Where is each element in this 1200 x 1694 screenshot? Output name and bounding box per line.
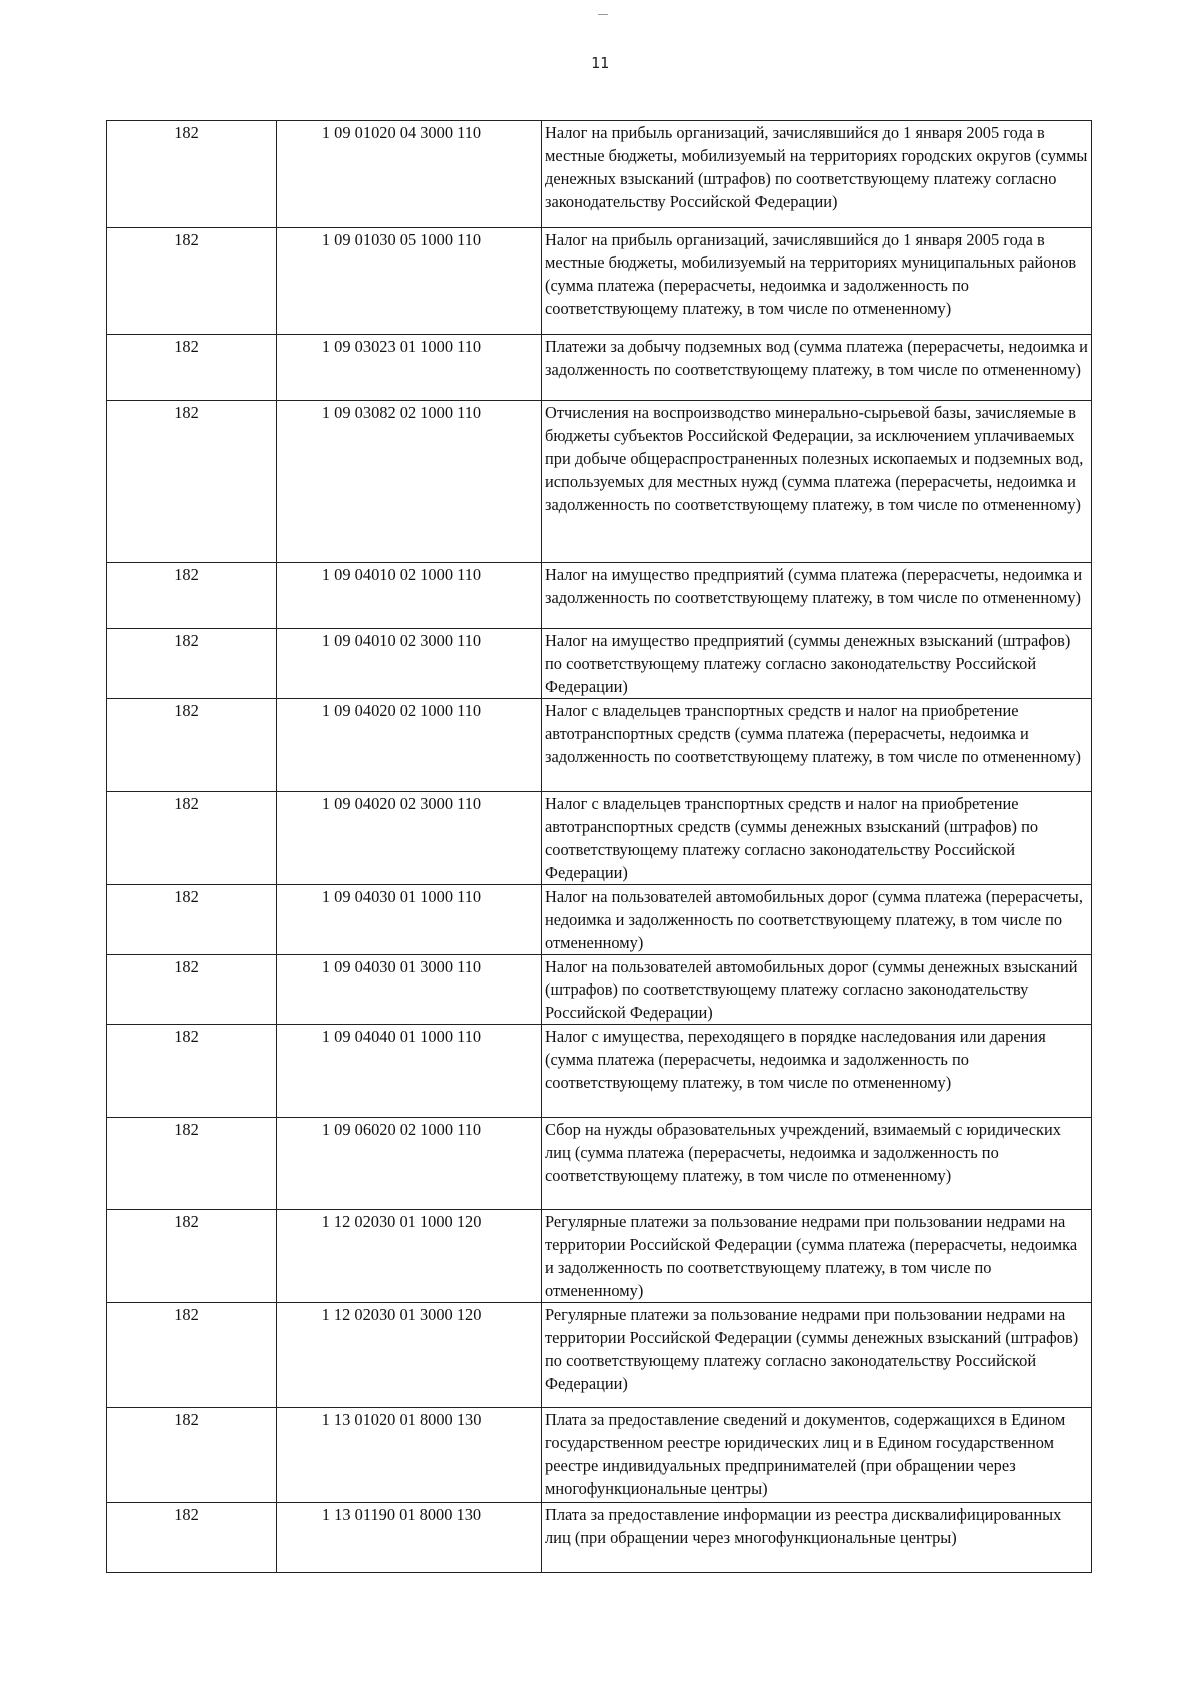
- table-row: [107, 563, 1092, 629]
- admin-code-cell: 182: [107, 1025, 277, 1118]
- description-cell: Налог на пользователей автомобильных дорог (сумма платежа (перерасчеты, недоимка и задолженность по соответствующему платежу, в том числе по отмененному): [542, 885, 1092, 955]
- table-row: [107, 401, 1092, 563]
- admin-code-cell: 182: [107, 699, 277, 792]
- admin-code-cell: 182: [107, 1210, 277, 1303]
- admin-code-cell: 182: [107, 335, 277, 401]
- budget-code-cell: 1 09 03082 02 1000 110: [277, 401, 542, 563]
- table-row: [107, 121, 1092, 228]
- description-cell: Платежи за добычу подземных вод (сумма платежа (перерасчеты, недоимка и задолженность по соответствующему платежу, в том числе по отмененному): [542, 335, 1092, 401]
- table-row: [107, 1408, 1092, 1503]
- admin-code-cell: 182: [107, 1503, 277, 1573]
- budget-code-cell: 1 12 02030 01 1000 120: [277, 1210, 542, 1303]
- admin-code-cell: 182: [107, 1303, 277, 1408]
- budget-code-cell: 1 09 04020 02 1000 110: [277, 699, 542, 792]
- description-cell: Налог на прибыль организаций, зачислявшийся до 1 января 2005 года в местные бюджеты, мобилизуемый на территориях муниципальных районов (сумма платежа (перерасчеты, недоимка и задолженность по соответствующему платежу, в том числе по отмененному): [542, 228, 1092, 335]
- budget-code-cell: 1 09 04010 02 1000 110: [277, 563, 542, 629]
- table-row: [107, 228, 1092, 335]
- description-cell: Налог на прибыль организаций, зачислявшийся до 1 января 2005 года в местные бюджеты, мобилизуемый на территориях городских округов (суммы денежных взысканий (штрафов) по соответствующему платежу согласно законодательству Российской Федерации): [542, 121, 1092, 228]
- description-cell: Плата за предоставление информации из реестра дисквалифицированных лиц (при обращении через многофункциональные центры): [542, 1503, 1092, 1573]
- table-body: [107, 121, 1092, 1573]
- table-row: [107, 885, 1092, 955]
- admin-code-cell: 182: [107, 885, 277, 955]
- admin-code-cell: 182: [107, 792, 277, 885]
- budget-code-cell: 1 13 01190 01 8000 130: [277, 1503, 542, 1573]
- description-cell: Налог с владельцев транспортных средств и налог на приобретение автотранспортных средств (суммы денежных взысканий (штрафов) по соответствующему платежу согласно законодательству Российской Федерации): [542, 792, 1092, 885]
- description-cell: Налог на имущество предприятий (суммы денежных взысканий (штрафов) по соответствующему платежу согласно законодательству Российской Федерации): [542, 629, 1092, 699]
- admin-code-cell: 182: [107, 401, 277, 563]
- budget-code-cell: 1 09 01020 04 3000 110: [277, 121, 542, 228]
- table-row: [107, 699, 1092, 792]
- page-number: 11: [590, 54, 610, 72]
- budget-code-cell: 1 09 04030 01 3000 110: [277, 955, 542, 1025]
- revenue-codes-table: [106, 120, 1092, 1573]
- table-row: [107, 335, 1092, 401]
- budget-code-cell: 1 09 04010 02 3000 110: [277, 629, 542, 699]
- description-cell: Сбор на нужды образовательных учреждений, взимаемый с юридических лиц (сумма платежа (перерасчеты, недоимка и задолженность по соответствующему платежу, в том числе по отмененному): [542, 1118, 1092, 1210]
- budget-code-cell: 1 09 03023 01 1000 110: [277, 335, 542, 401]
- scan-mark: [598, 14, 608, 15]
- budget-code-cell: 1 09 01030 05 1000 110: [277, 228, 542, 335]
- budget-code-cell: 1 09 04020 02 3000 110: [277, 792, 542, 885]
- description-cell: Регулярные платежи за пользование недрами при пользовании недрами на территории Российской Федерации (суммы денежных взысканий (штрафов) по соответствующему платежу согласно законодательству Российской Федерации): [542, 1303, 1092, 1408]
- table-row: [107, 629, 1092, 699]
- description-cell: Налог с имущества, переходящего в порядке наследования или дарения (сумма платежа (перерасчеты, недоимка и задолженность по соответствующему платежу, в том числе по отмененному): [542, 1025, 1092, 1118]
- admin-code-cell: 182: [107, 955, 277, 1025]
- description-cell: Плата за предоставление сведений и документов, содержащихся в Едином государственном реестре юридических лиц и в Едином государственном реестре индивидуальных предпринимателей (при обращении через многофункциональные центры): [542, 1408, 1092, 1503]
- table-row: [107, 955, 1092, 1025]
- table-row: [107, 1503, 1092, 1573]
- budget-code-cell: 1 09 04030 01 1000 110: [277, 885, 542, 955]
- description-cell: Налог с владельцев транспортных средств и налог на приобретение автотранспортных средств (сумма платежа (перерасчеты, недоимка и задолженность по соответствующему платежу, в том числе по отмененному): [542, 699, 1092, 792]
- description-cell: Отчисления на воспроизводство минерально-сырьевой базы, зачисляемые в бюджеты субъектов Российской Федерации, за исключением уплачиваемых при добыче общераспространенных полезных ископаемых и подземных вод, используемых для местных нужд (сумма платежа (перерасчеты, недоимка и задолженность по соответствующему платежу, в том числе по отмененному): [542, 401, 1092, 563]
- budget-code-cell: 1 09 04040 01 1000 110: [277, 1025, 542, 1118]
- table-row: [107, 1303, 1092, 1408]
- admin-code-cell: 182: [107, 1408, 277, 1503]
- description-cell: Налог на имущество предприятий (сумма платежа (перерасчеты, недоимка и задолженность по соответствующему платежу, в том числе по отмененному): [542, 563, 1092, 629]
- budget-code-cell: 1 09 06020 02 1000 110: [277, 1118, 542, 1210]
- budget-code-cell: 1 12 02030 01 3000 120: [277, 1303, 542, 1408]
- table-row: [107, 1025, 1092, 1118]
- admin-code-cell: 182: [107, 563, 277, 629]
- table-row: [107, 792, 1092, 885]
- admin-code-cell: 182: [107, 121, 277, 228]
- description-cell: Регулярные платежи за пользование недрами при пользовании недрами на территории Российской Федерации (сумма платежа (перерасчеты, недоимка и задолженность по соответствующему платежу, в том числе по отмененному): [542, 1210, 1092, 1303]
- table-row: [107, 1118, 1092, 1210]
- table-row: [107, 1210, 1092, 1303]
- budget-code-cell: 1 13 01020 01 8000 130: [277, 1408, 542, 1503]
- admin-code-cell: 182: [107, 1118, 277, 1210]
- admin-code-cell: 182: [107, 629, 277, 699]
- admin-code-cell: 182: [107, 228, 277, 335]
- description-cell: Налог на пользователей автомобильных дорог (суммы денежных взысканий (штрафов) по соответствующему платежу согласно законодательству Российской Федерации): [542, 955, 1092, 1025]
